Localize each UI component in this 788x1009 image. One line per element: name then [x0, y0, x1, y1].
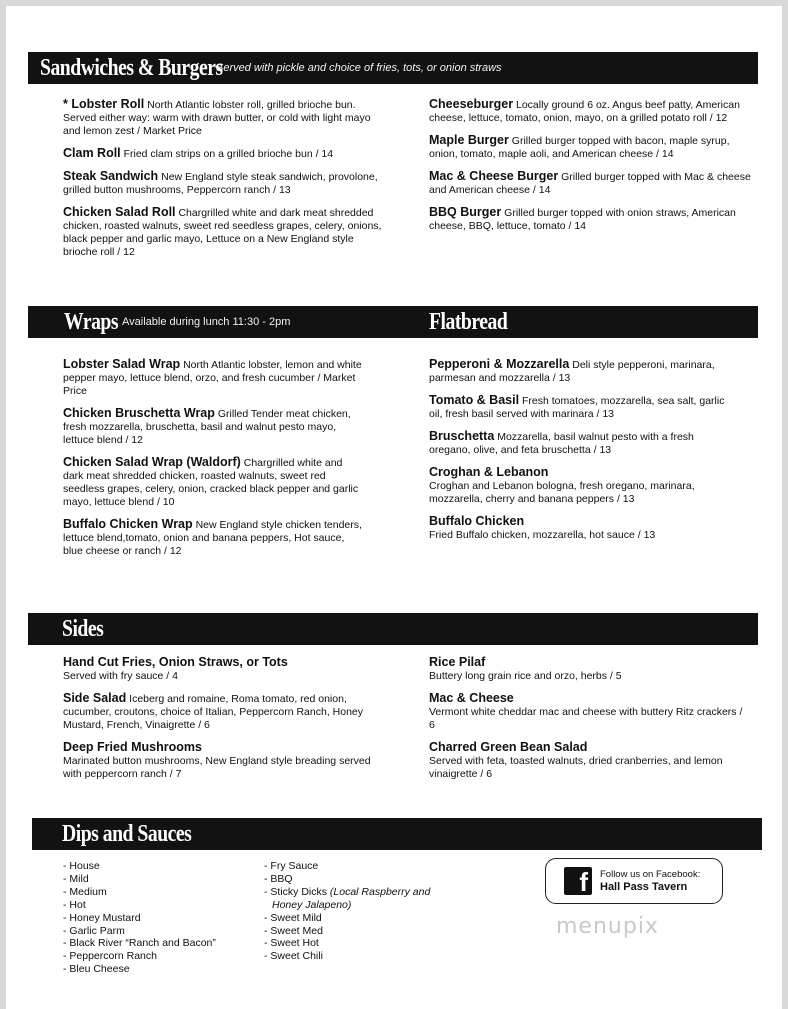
menu-item: [429, 466, 729, 506]
sandwiches-right-column: [429, 98, 751, 242]
menu-item-name: Mac & Cheese Burger: [429, 169, 559, 183]
menu-item-name: Lobster Salad Wrap: [63, 357, 181, 371]
menu-item-name: Side Salad: [63, 691, 127, 705]
menu-item-name: Rice Pilaf: [429, 655, 486, 669]
menu-item-description: North Atlantic lobster roll, grilled brioche bun. Served either way: warm with drawn butter, or cold with light mayo and lemon zest / Market Price: [63, 99, 371, 137]
facebook-badge[interactable]: [545, 858, 723, 904]
menu-item-description: Fried Buffalo chicken, mozzarella, hot sauce / 13: [429, 529, 656, 541]
menu-item: [429, 430, 729, 457]
menu-item-name: Steak Sandwich: [63, 169, 159, 183]
menu-item-description: Deli style pepperoni, marinara, parmesan and mozzarella / 13: [429, 359, 715, 384]
sandwiches-header: [28, 52, 758, 84]
sides-left-column: [63, 656, 385, 790]
menu-item: [63, 407, 363, 447]
dips-header: [32, 818, 762, 850]
menu-item-description: Fried clam strips on a grilled brioche bun / 14: [120, 148, 334, 160]
sandwiches-left-column: [63, 98, 385, 268]
dips-list-right: [264, 860, 484, 963]
menu-item-description: Grilled burger topped with Mac & cheese and American cheese / 14: [429, 171, 751, 196]
menu-item-description: Croghan and Lebanon bologna, fresh oregano, marinara, mozzarella, cherry and banana peppers / 13: [429, 480, 695, 505]
menu-item-description: Vermont white cheddar mac and cheese with buttery Ritz crackers / 6: [429, 706, 743, 731]
dip-item: - BBQ: [264, 872, 293, 885]
wraps-subtitle: Available during lunch 11:30 - 2pm: [122, 316, 291, 328]
dip-item: - Black River “Ranch and Bacon”: [63, 937, 216, 950]
dips-title: Dips and Sauces: [62, 820, 192, 847]
dip-item: - Fry Sauce: [264, 860, 319, 872]
menu-item: [63, 518, 363, 558]
menu-item: [63, 741, 385, 781]
menu-item-name: Clam Roll: [63, 146, 121, 160]
menu-item: [63, 456, 363, 509]
menu-item-description: Grilled burger topped with bacon, maple syrup, onion, tomato, maple aoli, and American cheese / 14: [429, 135, 730, 160]
menu-item-name: Pepperoni & Mozzarella: [429, 357, 570, 371]
menu-item-description: Fresh tomatoes, mozzarella, sea salt, garlic oil, fresh basil served with marinara / 13: [429, 395, 725, 420]
dip-item: - Sweet Mild: [264, 911, 322, 924]
menu-item: [429, 394, 729, 421]
dip-item: - Hot: [63, 898, 86, 911]
dip-item: [264, 899, 484, 912]
sticky-note: (Local Raspberry and: [329, 885, 431, 898]
menu-item: [429, 692, 751, 732]
menu-item-description: Grilled burger topped with onion straws, American cheese, BBQ, lettuce, tomato / 14: [429, 207, 736, 232]
dip-item: - Sweet Hot: [264, 937, 319, 950]
wraps-title: Wraps: [64, 308, 119, 335]
dip-item: - Medium: [63, 885, 107, 898]
menu-item-description: New England style chicken tenders, lettuce blend,tomato, onion and banana peppers, Hot sauce, blue cheese or ranch / 12: [63, 519, 362, 557]
dip-item: - Sweet Med: [264, 924, 323, 937]
menu-item-description: Marinated button mushrooms, New England style breading served with peppercorn ranch / 7: [63, 755, 371, 780]
menu-item-name: Deep Fried Mushrooms: [63, 740, 202, 754]
menu-item-description: Served with fry sauce / 4: [63, 670, 178, 682]
wraps-column: [63, 358, 363, 567]
menu-item-description: Mozzarella, basil walnut pesto with a fresh oregano, olive, and feta bruschetta / 13: [429, 431, 694, 456]
menu-item: [429, 134, 751, 161]
sandwiches-subtitle: Served with pickle and choice of fries, tots, or onion straws: [216, 62, 502, 74]
menu-item: [63, 656, 385, 683]
sides-title: Sides: [62, 615, 104, 642]
facebook-page-name: Hall Pass Tavern: [600, 880, 688, 893]
dip-item: [264, 886, 484, 899]
menu-item: [429, 741, 751, 781]
sides-header: [28, 613, 758, 645]
menu-page: [6, 6, 782, 1009]
dips-list-left: [63, 860, 263, 976]
menu-item-description: New England style steak sandwich, provolone, grilled button mushrooms, Peppercorn ranch / 13: [63, 171, 378, 196]
dip-item: - Bleu Cheese: [63, 963, 130, 976]
menu-item: [429, 358, 729, 385]
menu-item: [429, 656, 751, 683]
dip-item: - Peppercorn Ranch: [63, 950, 157, 963]
menu-item-name: Chicken Salad Roll: [63, 205, 176, 219]
menu-item-description: Locally ground 6 oz. Angus beef patty, American cheese, lettuce, tomato, onion, mayo, on a grilled potato roll / 12: [429, 99, 740, 124]
sandwiches-title: Sandwiches & Burgers: [40, 54, 223, 81]
menu-item-name: Mac & Cheese: [429, 691, 514, 705]
menu-item-description: Buttery long grain rice and orzo, herbs / 5: [429, 670, 622, 682]
menu-item-name: Maple Burger: [429, 133, 509, 147]
dip-item: - Mild: [63, 872, 89, 885]
menu-item-name: Buffalo Chicken: [429, 514, 525, 528]
dip-item: - Sweet Chili: [264, 950, 323, 963]
dip-item: - Honey Mustard: [63, 911, 141, 924]
menupix-watermark: menupix: [556, 914, 659, 939]
menu-item-name: BBQ Burger: [429, 205, 502, 219]
menu-item-description: Served with feta, toasted walnuts, dried cranberries, and lemon vinaigrette / 6: [429, 755, 723, 780]
menu-item-name: Bruschetta: [429, 429, 495, 443]
facebook-icon: f: [564, 867, 592, 895]
facebook-text: [600, 869, 700, 894]
flatbread-column: [429, 358, 729, 551]
menu-item-name: Tomato & Basil: [429, 393, 520, 407]
menu-item: [63, 170, 385, 197]
facebook-follow-label: Follow us on Facebook:: [600, 868, 701, 880]
menu-item-description: Chargrilled white and dark meat shredded chicken, roasted walnuts, sweet red seedless grapes, celery, onions, black pepper and garlic mayo, Lettuce on a New England style brioche roll / 12: [63, 207, 382, 258]
menu-item: [63, 98, 385, 138]
menu-item-name: Cheeseburger: [429, 97, 514, 111]
menu-item: [429, 170, 751, 197]
dip-item: - Garlic Parm: [63, 924, 125, 937]
menu-item-name: * Lobster Roll: [63, 97, 145, 111]
menu-item: [63, 147, 385, 161]
menu-item-name: Chicken Bruschetta Wrap: [63, 406, 215, 420]
menu-item-description: Grilled Tender meat chicken, fresh mozzarella, bruschetta, basil and walnut pesto mayo, lettuce blend / 12: [63, 408, 351, 446]
menu-item-description: Iceberg and romaine, Roma tomato, red onion, cucumber, croutons, choice of Italian, Peppercorn Ranch, Honey Mustard, French, Vinaigrette / 6: [63, 693, 363, 731]
wraps-header: [28, 306, 420, 338]
menu-item: [429, 98, 751, 125]
menu-item: [63, 358, 363, 398]
menu-item-name: Chicken Salad Wrap (Waldorf): [63, 455, 241, 469]
menu-item: [429, 206, 751, 233]
menu-item-name: Croghan & Lebanon: [429, 465, 549, 479]
sides-right-column: [429, 656, 751, 790]
flatbread-header: [420, 306, 758, 338]
menu-item-name: Hand Cut Fries, Onion Straws, or Tots: [63, 655, 288, 669]
sticky-note-cont: Honey Jalapeno): [272, 898, 352, 911]
menu-item-description: Chargrilled white and dark meat shredded chicken, roasted walnuts, sweet red seedless grapes, celery, onion, cracked black pepper and garlic mayo, lettuce blend / 10: [63, 457, 359, 508]
menu-item-description: North Atlantic lobster, lemon and white pepper mayo, lettuce blend, orzo, and fresh cucumber / Market Price: [63, 359, 362, 397]
flatbread-title: Flatbread: [429, 308, 508, 335]
menu-item: [63, 206, 385, 259]
dip-item-sticky: - Sticky Dicks: [264, 885, 327, 898]
menu-item-name: Charred Green Bean Salad: [429, 740, 588, 754]
menu-item: [63, 692, 385, 732]
menu-item-name: Buffalo Chicken Wrap: [63, 517, 193, 531]
menu-item: [429, 515, 729, 542]
dip-item: - House: [63, 860, 100, 872]
